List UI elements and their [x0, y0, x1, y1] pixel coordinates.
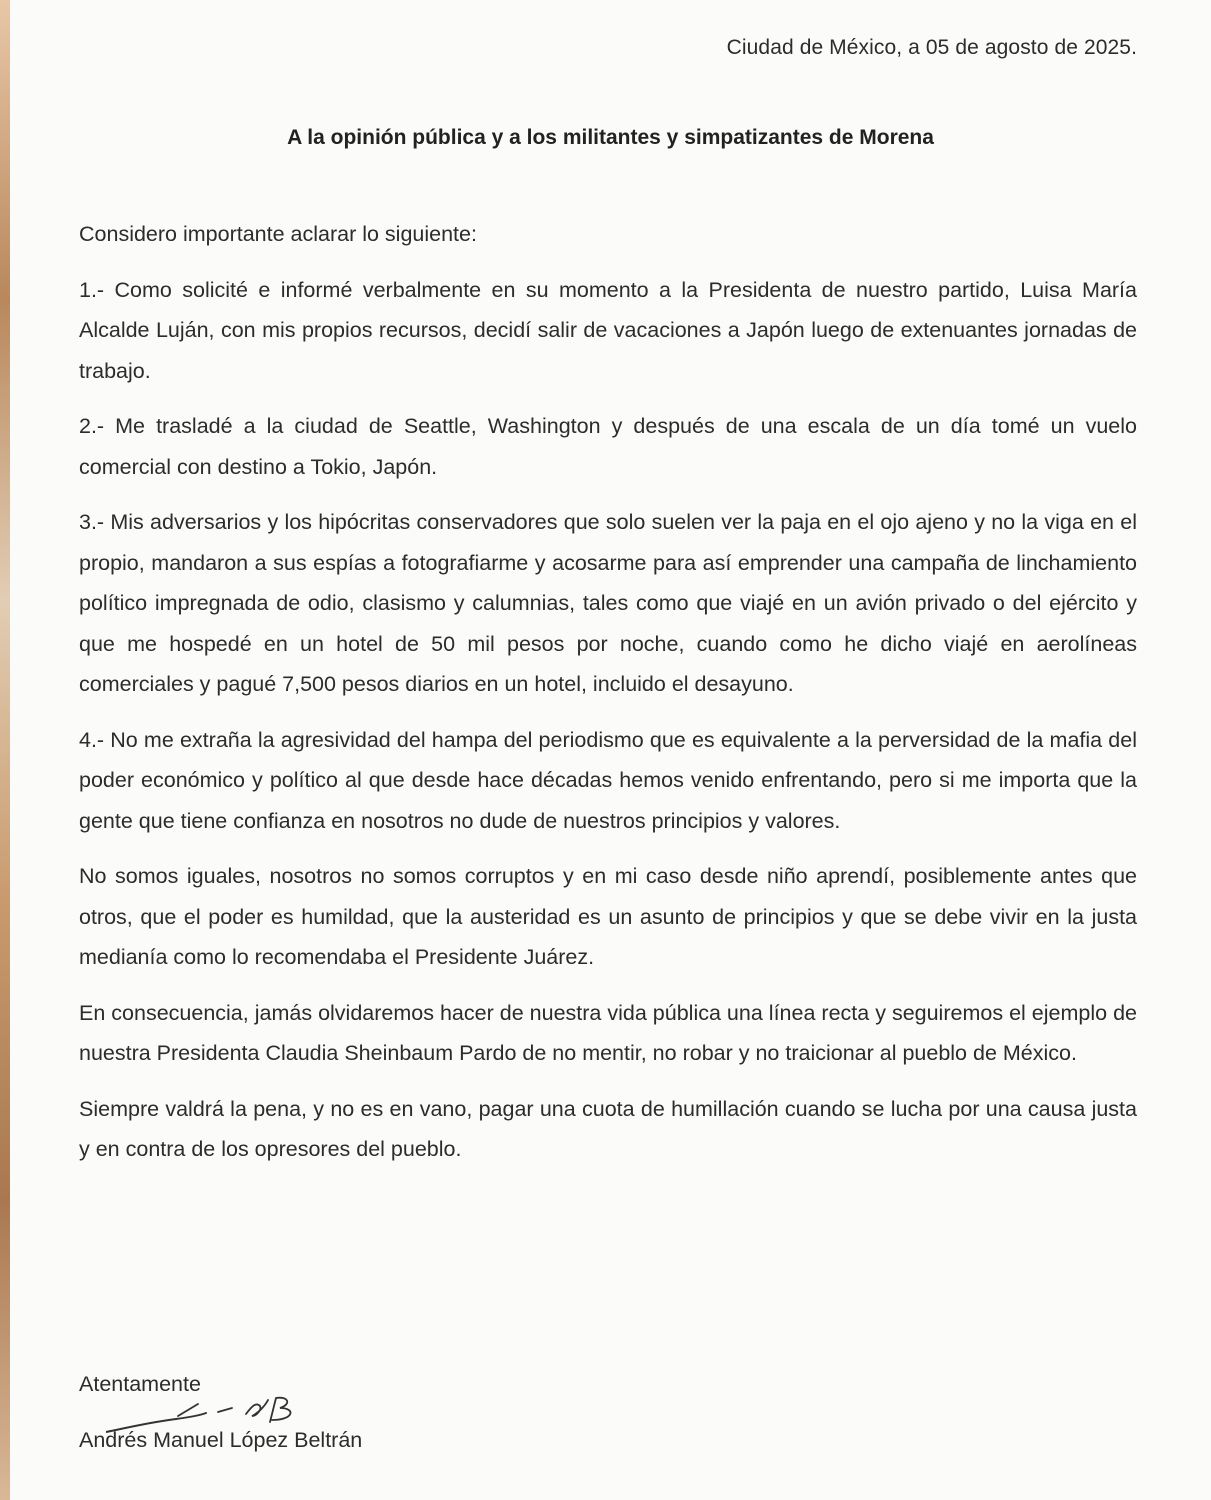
point-1-paragraph: 1.- Como solicité e informé verbalmente en su momento a la Presidenta de nuestro partido, Luisa María Alcalde Luján, con mis propios recursos, decidí salir de vacaciones a Japón luego de extenuantes jornadas de trabajo.	[79, 277, 1137, 383]
point-4-paragraph: 4.- No me extraña la agresividad del hampa del periodismo que es equivalente a la perversidad de la mafia del poder económico y político al que desde hace décadas hemos venido enfrentando, pero si me importa que la gente que tiene confianza en nosotros no dude de nuestros principios y valores.	[79, 727, 1137, 833]
final-paragraph: Siempre valdrá la pena, y no es en vano, pagar una cuota de humillación cuando se lucha por una causa justa y en contra de los opresores del pueblo.	[79, 1096, 1137, 1161]
photo-left-edge	[0, 0, 10, 1500]
signer-name: Andrés Manuel López Beltrán	[79, 1428, 363, 1452]
values-paragraph: No somos iguales, nosotros no somos corruptos y en mi caso desde niño aprendí, posiblemente antes que otros, que el poder es humildad, que la austeridad es un asunto de principios y que se debe vivir en la justa medianía como lo recomendaba el Presidente Juárez.	[79, 864, 1137, 969]
date-line: Ciudad de México, a 05 de agosto de 2025.	[726, 36, 1137, 59]
intro-paragraph: Considero importante aclarar lo siguiente:	[79, 222, 477, 246]
letter-body	[79, 214, 1137, 1185]
closing-text: Atentamente	[79, 1372, 201, 1396]
letter-page	[10, 0, 1211, 1500]
point-2-paragraph: 2.- Me trasladé a la ciudad de Seattle, Washington y después de una escala de un día tomé un vuelo comercial con destino a Tokio, Japón.	[79, 414, 1137, 479]
consequence-paragraph: En consecuencia, jamás olvidaremos hacer de nuestra vida pública una línea recta y seguiremos el ejemplo de nuestra Presidenta Claudia Sheinbaum Pardo de no mentir, no robar y no traicionar al pueblo de México.	[79, 1000, 1137, 1065]
point-3-paragraph: 3.- Mis adversarios y los hipócritas conservadores que solo suelen ver la paja en el ojo ajeno y no la viga en el propio, mandaron a sus espías a fotografiarme y acosarme para así emprender una campaña de linchamiento político impregnada de odio, clasismo y calumnias, tales como que viajé en un avión privado o del ejército y que me hospedé en un hotel de 50 mil pesos por noche, cuando como he dicho viajé en aerolíneas comerciales y pagué 7,500 pesos diarios en un hotel, incluido el desayuno.	[79, 510, 1137, 696]
letter-heading: A la opinión pública y a los militantes y simpatizantes de Morena	[287, 126, 934, 149]
